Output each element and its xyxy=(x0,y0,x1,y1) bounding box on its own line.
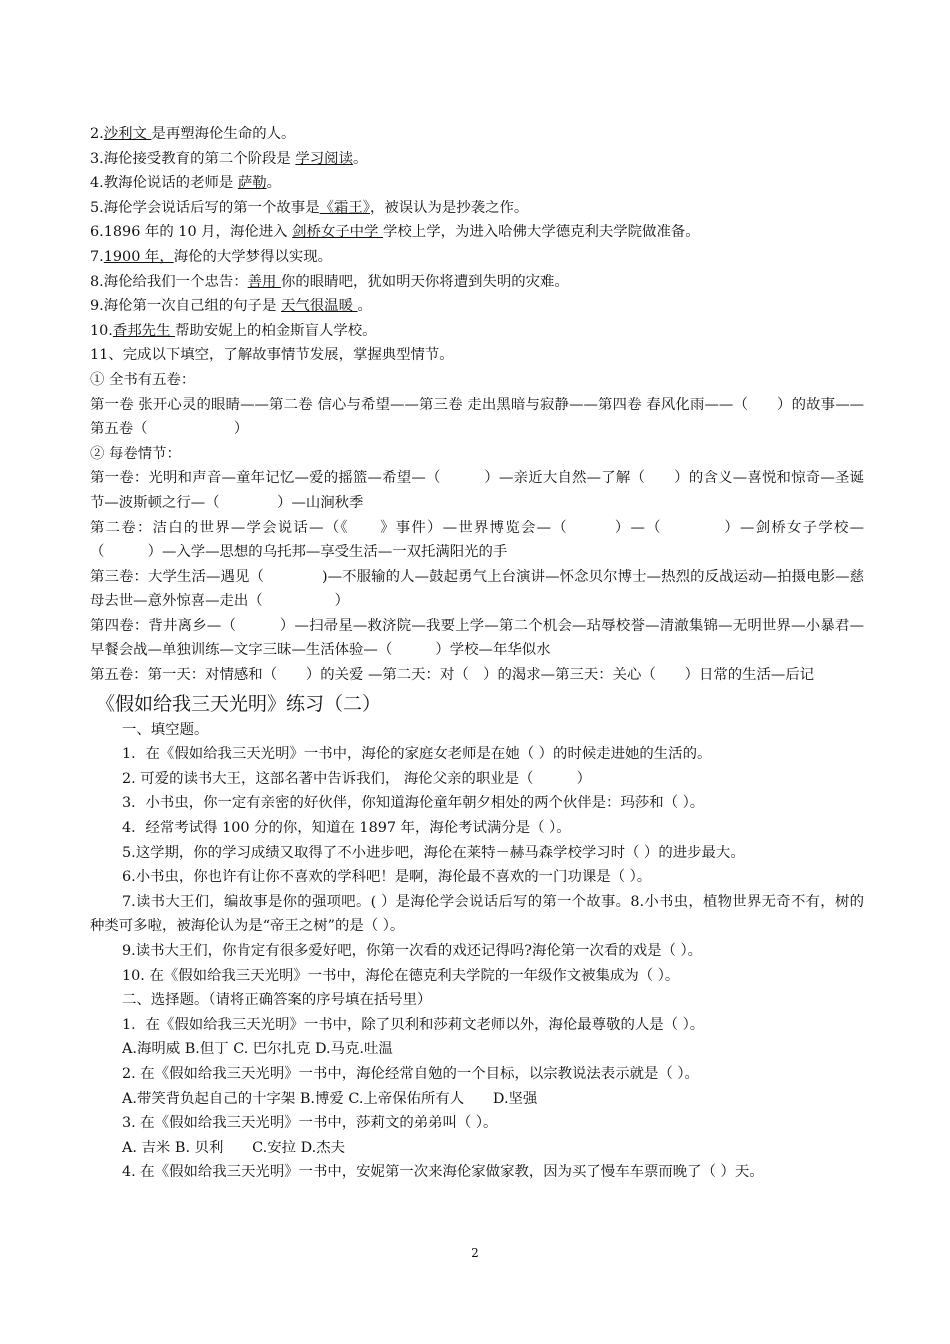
line-text: 海伦的大学梦得以实现。 xyxy=(173,248,333,265)
fill-question: 6.小书虫，你也许有让你不喜欢的学科吧！是啊，海伦最不喜欢的一门功课是（ ）。 xyxy=(122,869,652,886)
fill-question: 9.读书大王们，你肯定有很多爱好吧，你第一次看的戏还记得吗?海伦第一次看的戏是（ ）。 xyxy=(122,943,703,959)
section-choice-heading: 二、选择题。（请将正确答案的序号填在括号里） xyxy=(122,992,432,1009)
fill-question: 5.这学期，你的学习成绩又取得了不小进步吧，海伦在莱特－赫马森学校学习时（ ）的进步最大。 xyxy=(122,844,745,861)
underlined-answer: 萨勒 xyxy=(237,175,267,192)
line-text: 9.海伦第一次自己组的句子是 xyxy=(90,298,281,315)
underlined-answer: 香邦先生 xyxy=(112,322,176,339)
line-text: 6.1896 年的 10 月，海伦进入 xyxy=(90,224,293,241)
line-text: 3.海伦接受教育的第二个阶段是 xyxy=(90,150,296,167)
answer-line-6 xyxy=(90,220,864,245)
underlined-answer: 天气很温暖 xyxy=(281,298,358,315)
fill-question-7-8: 7.读书大王们，编故事是你的强项吧。( ）是海伦学会说话后写的第一个故事。8.小书虫，植物世界无奇不有，树的种类可多啦，被海伦认为是“帝王之树”的是（ ）。 xyxy=(90,893,864,935)
plot-volume-5: 第五卷：第一天：对情感和（ ）的关爱 —第二天：对（ ）的渴求—第三天：关心（ ）日常的生活—后记 xyxy=(90,667,815,684)
page-number: 2 xyxy=(471,1246,479,1260)
answer-line-9 xyxy=(90,294,864,319)
line-text: 10. xyxy=(90,322,113,339)
answer-line-3 xyxy=(90,147,864,172)
line-text: 。 xyxy=(266,175,282,192)
choice-options: A. 吉米 B. 贝利 C.安拉 D.杰夫 xyxy=(122,1139,345,1156)
fill-question: 1．在《假如给我三天光明》一书中，海伦的家庭女老师是在她（ ）的时候走进她的生活的。 xyxy=(122,746,712,763)
choice-options: A.带笑背负起自己的十字架 B.博爱 C.上帝保佑所有人 D.坚强 xyxy=(122,1090,538,1107)
answer-line-5 xyxy=(90,196,864,221)
choice-question: 3. 在《假如给我三天光明》一书中，莎莉文的弟弟叫（ ）。 xyxy=(122,1115,498,1132)
plot-volume-3: 第三卷：大学生活—遇见（ )—不服输的人—鼓起勇气上台演讲—怀念贝尔博士—热烈的反战运动—拍摄电影—慈母去世—意外惊喜—走出（ ） xyxy=(90,568,864,610)
volumes-text: 第一卷 张开心灵的眼睛——第二卷 信心与希望——第三卷 走出黑暗与寂静——第四卷 春风化雨——（ ）的故事——第五卷（ ） xyxy=(90,396,864,438)
fill-question: 4．经常考试得 100 分的你，知道在 1897 年，海伦考试满分是（ ）。 xyxy=(122,820,571,837)
line-text: 7. xyxy=(90,248,104,265)
line-text: 帮助安妮上的柏金斯盲人学校。 xyxy=(175,322,377,339)
document-page xyxy=(90,122,864,1185)
subheading-volumes: ① 全书有五卷： xyxy=(90,371,196,388)
underlined-answer: 学习阅读 xyxy=(295,150,353,167)
line-text: ，被误认为是抄袭之作。 xyxy=(369,199,529,216)
underlined-answer: 《霜王》 xyxy=(319,199,370,216)
fill-question: 2. 可爱的读书大王，这部名著中告诉我们， 海伦父亲的职业是（ ） xyxy=(122,770,591,787)
line-text: 8.海伦给我们一个忠告： xyxy=(90,273,248,290)
line-text: 4.教海伦说话的老师是 xyxy=(90,175,238,192)
subheading-plots: ② 每卷情节： xyxy=(90,445,181,462)
question-11: 11、完成以下填空，了解故事情节发展，掌握典型情节。 xyxy=(90,347,454,364)
answer-line-4 xyxy=(90,171,864,196)
answer-line-2 xyxy=(90,122,864,147)
plot-volume-4: 第四卷：背井离乡—（ ）—扫帚星—救济院—我要上学—第二个机会—玷辱校誉—清澈集锦—无明世界—小暴君—早餐会战—单独训练—文字三昧—生活体验—（ ）学校—年华似水 xyxy=(90,617,864,659)
underlined-answer: 1900 年， xyxy=(103,248,174,265)
choice-question: 1．在《假如给我三天光明》一书中，除了贝利和莎莉文老师以外，海伦最尊敬的人是（ ）。 xyxy=(122,1016,705,1033)
line-text: 。 xyxy=(357,298,372,315)
line-text: 是再塑海伦生命的人。 xyxy=(151,126,296,142)
fill-question: 3．小书虫，你一定有亲密的好伙伴，你知道海伦童年朝夕相处的两个伙伴是：玛莎和（ ）。 xyxy=(122,795,705,812)
line-text: 5.海伦学会说话后写的第一个故事是 xyxy=(90,199,320,216)
choice-options: A.海明威 B.但丁 C. 巴尔扎克 D.马克.吐温 xyxy=(122,1041,393,1058)
line-text: 。 xyxy=(352,150,368,167)
exercise-title: 《假如给我三天光明》练习（二） xyxy=(96,692,382,715)
section-fill-heading: 一、填空题。 xyxy=(122,721,209,738)
plot-volume-1: 第一卷：光明和声音—童年记忆—爱的摇篮—希望—（ ）—亲近大自然—了解（ ）的含义—喜悦和惊奇—圣诞节—波斯顿之行—（ ）—山涧秋季 xyxy=(90,470,864,511)
line-text: 2. xyxy=(90,126,104,142)
answer-line-10 xyxy=(90,319,864,344)
line-text: 你的眼睛吧，犹如明天你将遭到失明的灾难。 xyxy=(281,273,569,290)
choice-question: 4. 在《假如给我三天光明》一书中，安妮第一次来海伦家做家教，因为买了慢车车票而晚了（ ）天。 xyxy=(122,1164,764,1181)
answer-line-8 xyxy=(90,270,864,295)
plot-volume-2: 第二卷：洁白的世界—学会说话—（《 》事件）—世界博览会—（ ）—（ ）—剑桥女子学校—（ ）—入学—思想的乌托邦—享受生活—一双托满阳光的手 xyxy=(90,519,864,561)
underlined-answer: 善用 xyxy=(247,273,281,290)
line-text: 学校上学，为进入哈佛大学德克利夫学院做准备。 xyxy=(383,224,700,241)
underlined-answer: 沙利文 xyxy=(103,126,152,142)
fill-question: 10. 在《假如给我三天光明》一书中，海伦在德克利夫学院的一年级作文被集成为（ ）。 xyxy=(122,967,680,984)
underlined-answer: 剑桥女子中学 xyxy=(292,224,384,241)
answer-line-7 xyxy=(90,245,864,270)
choice-question: 2. 在《假如给我三天光明》一书中，海伦经常自勉的一个目标，以宗教说法表示就是（ ）。 xyxy=(122,1065,699,1082)
